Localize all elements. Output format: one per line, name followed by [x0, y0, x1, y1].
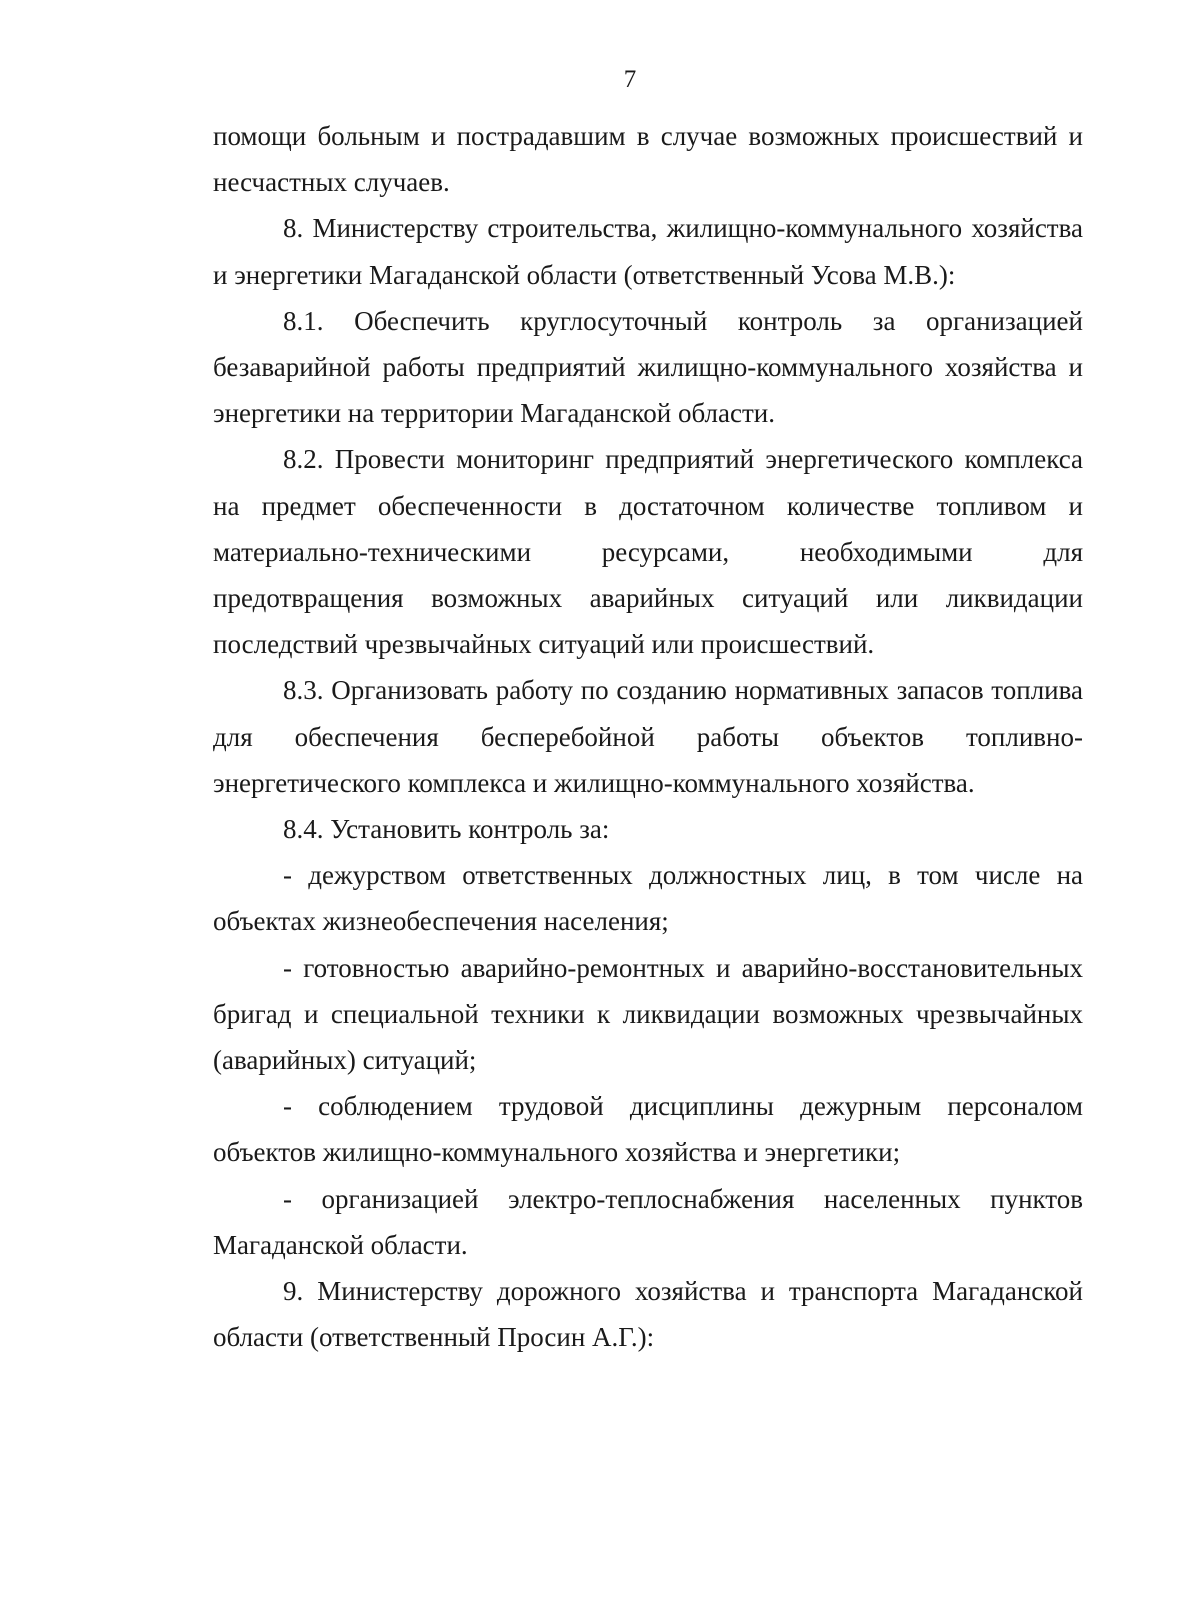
paragraph-item-8-1: 8.1. Обеспечить круглосуточный контроль за организацией безаварийной работы предприятий жилищно-коммунального хозяйства и энергетики на территории Магаданской области.	[213, 305, 1083, 429]
list-item-duty: - дежурством ответственных должностных лиц, в том числе на объектах жизнеобеспечения населения;	[213, 860, 1083, 937]
paragraph-item-8-4: 8.4. Установить контроль за:	[283, 814, 610, 845]
paragraph-item-9: 9. Министерству дорожного хозяйства и транспорта Магаданской области (ответственный Просин А.Г.):	[213, 1276, 1083, 1353]
paragraph-item-8-3: 8.3. Организовать работу по созданию нормативных запасов топлива для обеспечения бесперебойной работы объектов топливно-энергетического комплекса и жилищно-коммунального хозяйства.	[213, 675, 1083, 798]
list-item-readiness: - готовностью аварийно-ремонтных и аварийно-восстановительных бригад и специальной техники к ликвидации возможных чрезвычайных (аварийных) ситуаций;	[213, 952, 1083, 1076]
list-item-discipline: - соблюдением трудовой дисциплины дежурным персоналом объектов жилищно-коммунального хозяйства и энергетики;	[213, 1091, 1083, 1168]
list-item-power-supply: - организацией электро-теплоснабжения населенных пунктов Магаданской области.	[213, 1183, 1083, 1260]
paragraph-continuation: помощи больным и пострадавшим в случае возможных происшествий и несчастных случаев.	[213, 121, 1083, 198]
paragraph-item-8: 8. Министерству строительства, жилищно-коммунального хозяйства и энергетики Магаданской области (ответственный Усова М.В.):	[213, 213, 1083, 290]
paragraph-item-8-2: 8.2. Провести мониторинг предприятий энергетического комплекса на предмет обеспеченности в достаточном количестве топливом и материально-техническими ресурсами, необходимыми для предотвращения возможных аварийных ситуаций или ликвидации последствий чрезвычайных ситуаций или происшествий.	[213, 444, 1083, 660]
document-body	[213, 113, 1083, 1360]
page-number: 7	[623, 66, 637, 93]
